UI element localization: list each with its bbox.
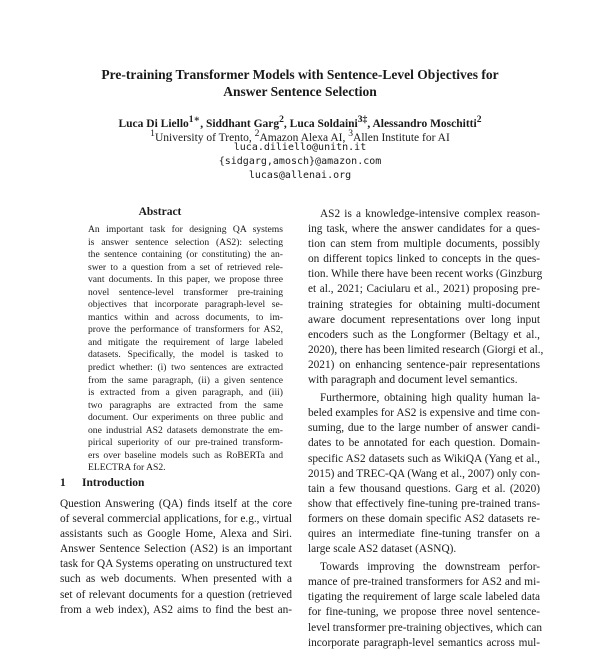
affil-name: Allen Institute for AI xyxy=(353,131,450,144)
text-line: show that effectively fine-tuning pre-trained trans- xyxy=(308,497,540,510)
section-number: 1 xyxy=(60,477,66,489)
text-line: suming, due to the large number of answer candi- xyxy=(308,422,540,435)
email-3[interactable]: lucas@allenai.org xyxy=(248,170,352,181)
text-line: is extracted from a given paragraph, and (iii) xyxy=(88,387,283,399)
text-line: datasets. Specifically, the model is tasked to xyxy=(88,349,283,361)
text-line: 2021) on enhancing sentence-pair representations xyxy=(308,358,540,371)
text-line: Question Answering (QA) finds itself at the core xyxy=(60,498,292,510)
text-line: with paragraph and document level semantics. xyxy=(308,374,518,387)
right-column-body xyxy=(308,207,544,651)
affil-sup: 1 xyxy=(150,128,155,139)
text-line: set of relevant documents for a question (retrieved xyxy=(60,588,292,601)
text-line: one industrial AS2 datasets demonstrate the em- xyxy=(88,424,283,436)
text-line: Answer Sentence Selection (AS2) is an important xyxy=(60,543,292,556)
author-sup: 2 xyxy=(279,114,284,125)
text-line: Furthermore, obtaining high quality human la- xyxy=(320,392,540,405)
text-line: from the same paragraph, (ii) a given sentence xyxy=(88,374,283,386)
text-line: mantics within and across documents, to im- xyxy=(88,311,283,323)
paper-title xyxy=(60,66,540,100)
affil-name: Amazon Alexa AI xyxy=(259,131,343,144)
text-line: tion can stem from multiple documents, possibly xyxy=(308,238,540,251)
text-line: mance of pre-trained transformers for AS2 and mi- xyxy=(308,576,540,589)
affil-name: University of Trento xyxy=(154,131,249,144)
text-line: beled examples for AS2 is expensive and time con- xyxy=(308,407,540,420)
text-line: predict whether: (i) two sentences are extracted xyxy=(88,362,283,374)
text-line: for fine-tuning, we propose three novel sentence- xyxy=(308,606,540,619)
author-sup: 2 xyxy=(476,114,482,125)
author-name: Alessandro Moschitti xyxy=(372,117,477,130)
text-line: ing task, where the answer candidates for a ques- xyxy=(308,223,540,236)
text-line: dates to be annotated for each question. Domain- xyxy=(308,437,540,450)
text-line: encoders such as the Longformer (Beltagy et al., xyxy=(308,328,540,341)
abstract-heading: Abstract xyxy=(138,206,182,218)
text-line: tain a few thousand questions. Garg et al. (2020) xyxy=(308,482,540,495)
text-line: quires an intermediate fine-tuning transfer on a xyxy=(308,527,540,540)
text-line: prove the performance of transformers for AS2, xyxy=(88,324,283,336)
text-line: of several commercial applications, for e.g., virtual xyxy=(60,513,292,526)
text-line: objectives that incorporate paragraph-level se- xyxy=(88,299,283,311)
text-line: formers on these domain specific AS2 datasets re- xyxy=(308,512,540,525)
text-line: 2015) and TREC-QA (Wang et al., 2007) only con- xyxy=(308,467,540,480)
author-sup: 1∗ xyxy=(188,114,201,125)
abstract-body xyxy=(88,224,283,475)
author-list: Luca Di Liello$^{1∗}$, Siddhant Garg$^2$, Luca Soldaini$^{3\ddagger}$, Alessandro Moschitti$^2$ xyxy=(118,114,482,130)
text-line: two paragraphs are extracted from the same xyxy=(88,399,283,411)
text-line: specific AS2 datasets such as WikiQA (Yang et al., xyxy=(308,452,540,465)
affiliation-list: $^1$University of Trento, $^2$Amazon Alexa AI, $^3$Allen Institute for AI xyxy=(150,128,450,144)
text-line: 2020), there has been limited research (Giorgi et al., xyxy=(308,343,544,356)
author-name: Luca Di Liello xyxy=(118,117,189,130)
text-line: such as web documents. When presented with a xyxy=(60,573,292,586)
text-line: An important task for designing QA systems xyxy=(88,224,283,235)
affil-sup: 2 xyxy=(254,128,260,139)
text-line: on different topics linked to concepts in the ques- xyxy=(308,253,540,266)
text-line: vant documents. In this paper, we propose three xyxy=(88,274,283,286)
affil-sup: 3 xyxy=(348,128,354,139)
text-line: tigating the requirement of large scale labeled data xyxy=(308,591,540,604)
text-line: level transformer pre-training objectives, which can xyxy=(308,621,543,634)
text-line: novel sentence-level transformer pre-training xyxy=(88,286,283,298)
text-line: training strategies for obtaining multi-document xyxy=(308,298,540,311)
text-line: et al., 2021; Caciularu et al., 2021) proposing pre- xyxy=(308,283,540,296)
section-title: Introduction xyxy=(82,477,145,489)
email-2[interactable]: {sidgarg,amosch}@amazon.com xyxy=(218,156,382,167)
text-line: large scale AS2 dataset (ASNQ). xyxy=(308,543,457,556)
text-line: incorporate paragraph-level semantics across mul- xyxy=(308,636,540,649)
text-line: ers over baseline models such as RoBERTa and xyxy=(88,449,283,461)
text-line: from a web index), AS2 aims to find the best an- xyxy=(60,603,292,616)
author-name: Luca Soldaini xyxy=(289,117,358,130)
text-line: task for QA Systems operating on unstructured text xyxy=(60,558,292,571)
text-line: AS2 is a knowledge-intensive complex reason- xyxy=(320,208,540,220)
text-line: Towards improving the downstream perfor- xyxy=(320,561,540,574)
section-heading xyxy=(60,477,144,489)
text-line: pirical superiority of our pre-trained transform- xyxy=(88,437,283,449)
author-sup: 3‡ xyxy=(357,114,368,125)
text-line: the sentence containing (or constituting) the an- xyxy=(88,249,283,261)
text-line: tion. While there have been recent works (Ginzburg xyxy=(308,268,543,281)
text-line: ELECTRA for AS2. xyxy=(88,462,166,474)
text-line: assistants such as Google Home, Alexa and Siri. xyxy=(60,528,292,541)
text-line: aware document representations over long input xyxy=(308,313,540,326)
text-line: swer to a question from a set of retrieved rele- xyxy=(88,261,283,273)
email-1[interactable]: luca.diliello@unitn.it xyxy=(233,142,367,153)
title-line: Answer Sentence Selection xyxy=(223,84,377,99)
text-line: is answer sentence selection (AS2): selecting xyxy=(88,236,283,248)
text-line: and mitigate the requirement of large labeled xyxy=(88,336,283,348)
author-name: Siddhant Garg xyxy=(205,117,280,130)
title-line: Pre-training Transformer Models with Sentence-Level Objectives for xyxy=(101,67,499,82)
text-line: document. Our experiments on three public and xyxy=(88,412,283,424)
